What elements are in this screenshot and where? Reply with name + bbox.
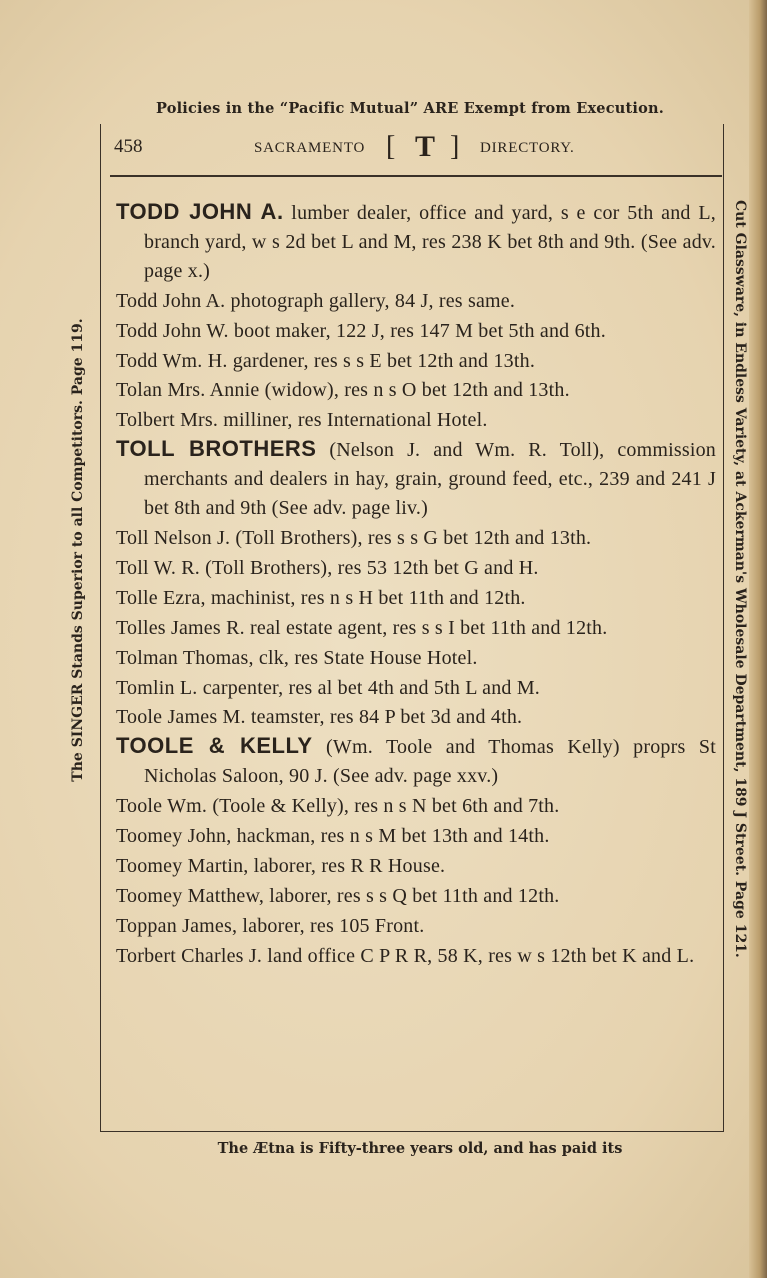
header-city: SACRAMENTO [254,140,366,156]
entry-text: lumber dealer, office and yard, s e cor 5th and L, branch yard, w s 2d bet L and M, res 238 K bet 8th and 9th. (See adv. page x.) [144,202,716,282]
entry-text: Toppan James, laborer, res 105 Front. [116,914,425,937]
directory-entry [116,435,716,523]
directory-entry [116,911,716,941]
entry-text: Tolan Mrs. Annie (widow), res n s O bet 12th and 13th. [116,379,570,402]
directory-entry [116,821,716,851]
entry-text: (Nelson J. and Wm. R. Toll), commission merchants and dealers in hay, grain, ground feed, etc., 239 and 241 J bet 8th and 9th (See adv. page liv.) [144,439,716,520]
entry-text: (Wm. Toole and Thomas Kelly) proprs St Nicholas Saloon, 90 J. (See adv. page xxv.) [144,736,716,788]
entry-text: Tolman Thomas, clk, res State House Hotel. [116,646,478,669]
page-header [112,130,712,170]
header-letter: T [415,130,436,163]
top-advertisement: Policies in the “Pacific Mutual” ARE Exempt from Execution. [156,100,664,117]
directory-entry [116,673,716,703]
directory-entry [116,791,716,821]
header-bracket-left: [ [386,131,396,162]
entry-text: Toomey Martin, laborer, res R R House. [116,854,446,877]
directory-entry [116,881,716,911]
header-rule [110,175,722,177]
directory-entry [116,941,716,971]
directory-entry [116,316,716,346]
entry-text: Toomey Matthew, laborer, res s s Q bet 11th and 12th. [116,884,560,907]
header-bracket-right: ] [450,131,460,162]
directory-entry [116,583,716,613]
directory-entry [116,523,716,553]
entry-text: Todd John W. boot maker, 122 J, res 147 M bet 5th and 6th. [116,319,606,342]
directory-entry [116,613,716,643]
entry-text: Tolbert Mrs. milliner, res International Hotel. [116,409,488,432]
entry-text: Todd Wm. H. gardener, res s s E bet 12th and 13th. [116,349,536,372]
left-margin-advertisement: The SINGER Stands Superior to all Competitors. Page 119. [70,318,86,782]
entry-text: Toll W. R. (Toll Brothers), res 53 12th bet G and H. [116,556,539,579]
entry-text: Toole James M. teamster, res 84 P bet 3d and 4th. [116,706,523,729]
entry-text: Torbert Charles J. land office C P R R, 58 K, res w s 12th bet K and L. [116,944,695,967]
entry-text: Todd John A. photograph gallery, 84 J, res same. [116,289,516,312]
page-edge [749,0,767,1278]
entry-text: Tomlin L. carpenter, res al bet 4th and 5th L and M. [116,676,541,699]
directory-entry [116,702,716,732]
entry-name: TODD JOHN A. [116,199,284,224]
directory-entry [116,375,716,405]
entry-text: Tolle Ezra, machinist, res n s H bet 11th and 12th. [116,586,526,609]
entry-text: Toll Nelson J. (Toll Brothers), res s s G bet 12th and 13th. [116,526,592,549]
entry-text: Tolles James R. real estate agent, res s s I bet 11th and 12th. [116,616,608,639]
right-margin-advertisement: Cut Glassware, in Endless Variety, at Ackerman's Wholesale Department, 189 J Street. Page 121. [732,200,748,958]
bottom-advertisement: The Ætna is Fifty-three years old, and has paid its [217,1140,623,1157]
directory-entry [116,346,716,376]
directory-entry [116,286,716,316]
header-directory: DIRECTORY. [480,140,575,156]
frame-bottom-rule [100,1131,724,1132]
entry-name: TOLL BROTHERS [116,436,317,462]
directory-entry [116,851,716,881]
directory-entries [116,198,716,971]
page-number: 458 [114,136,143,157]
entry-text: Toomey John, hackman, res n s M bet 13th and 14th. [116,825,550,848]
directory-entry [116,405,716,435]
directory-entry [116,553,716,583]
frame-left-rule [100,124,101,1132]
directory-entry [116,643,716,673]
directory-entry [116,732,716,791]
directory-entry [116,198,716,286]
entry-name: TOOLE & KELLY [116,733,313,759]
entry-text: Toole Wm. (Toole & Kelly), res n s N bet 6th and 7th. [116,795,560,818]
